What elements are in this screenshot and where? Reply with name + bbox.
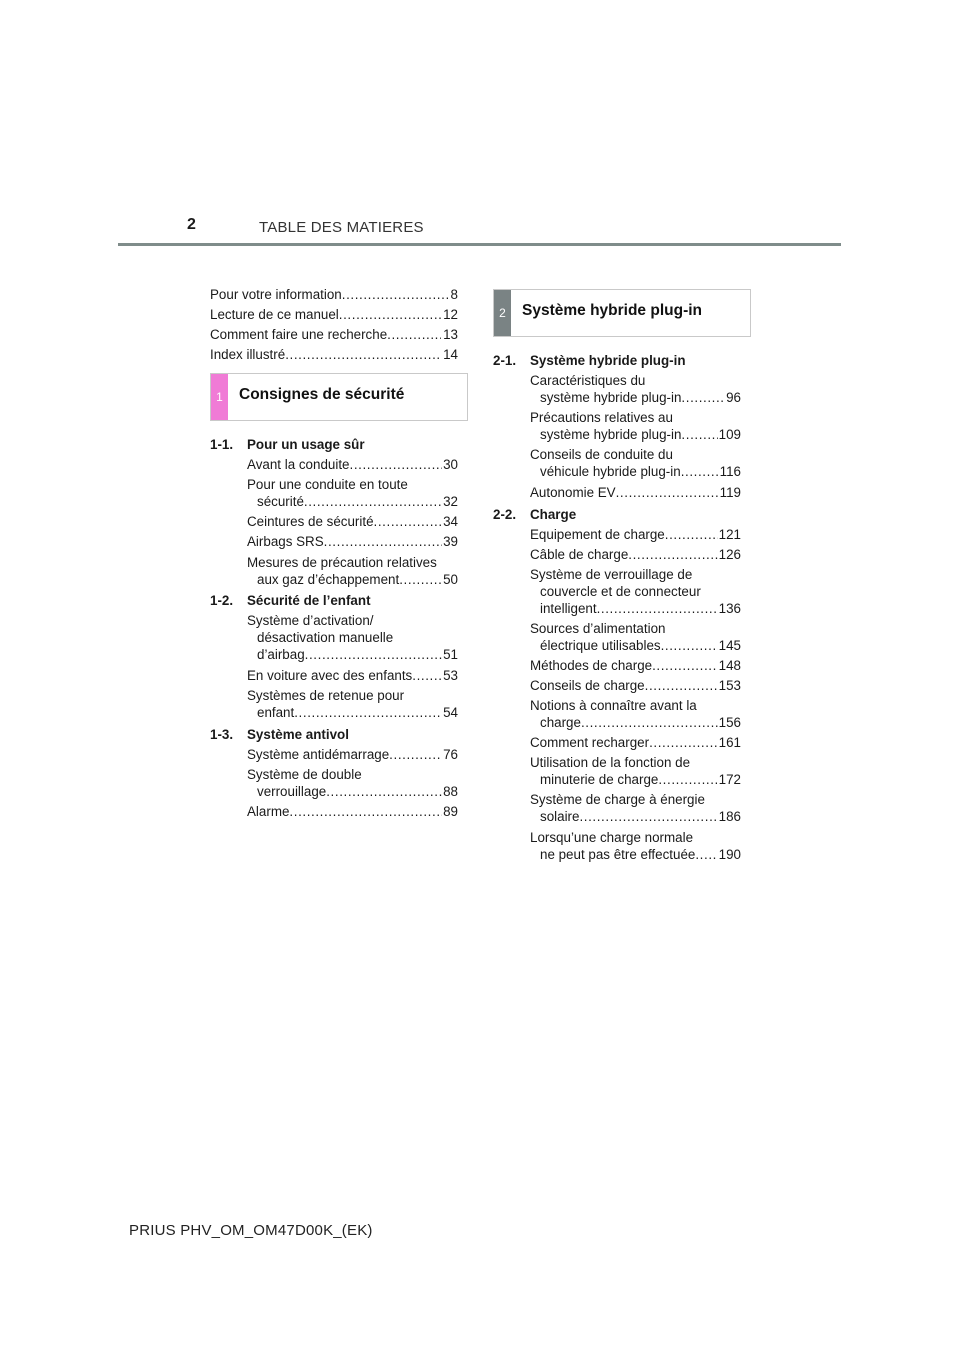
chapter-1-header[interactable] <box>210 373 468 421</box>
toc-entry[interactable]: Mesures de précaution relatives aux gaz d’échappement ..... 50 <box>247 555 458 589</box>
toc-entry[interactable]: Sources d’alimentation électrique utilisables ..... 145 <box>530 621 741 655</box>
section-title: Sécurité de l’enfant <box>247 593 371 608</box>
toc-entry[interactable]: Précautions relatives au système hybride plug-in ..... 109 <box>530 410 741 444</box>
section-title: Pour un usage sûr <box>247 437 365 452</box>
page-number: 2 <box>187 216 196 233</box>
toc-entry[interactable]: Pour une conduite en toute sécurité ..... 32 <box>247 477 458 511</box>
toc-entry[interactable]: Système d’activation/ désactivation manuelle d’airbag ..... 51 <box>247 613 458 663</box>
toc-entry[interactable]: Equipement de charge ..... 121 <box>530 527 741 544</box>
toc-entry[interactable]: Ceintures de sécurité ..... 34 <box>247 514 458 531</box>
toc-entry[interactable]: Systèmes de retenue pour enfant ..... 54 <box>247 688 458 722</box>
toc-entry[interactable]: Notions à connaître avant la charge ..... 156 <box>530 698 741 732</box>
toc-entry[interactable]: Méthodes de charge ..... 148 <box>530 658 741 675</box>
section-title: Système antivol <box>247 727 349 742</box>
toc-intro-item[interactable]: Comment faire une recherche ..... 13 <box>210 327 458 344</box>
section-title: Système hybride plug-in <box>530 353 686 368</box>
toc-entry[interactable]: Conseils de conduite du véhicule hybride plug-in ..... 116 <box>530 447 741 481</box>
chapter-2-header[interactable] <box>493 289 751 337</box>
header-divider <box>118 243 841 246</box>
section-number: 2-2. <box>493 507 517 522</box>
toc-entry[interactable]: Conseils de charge ..... 153 <box>530 678 741 695</box>
section-number: 1-3. <box>210 727 234 742</box>
toc-intro-item[interactable]: Lecture de ce manuel ..... 12 <box>210 307 458 324</box>
toc-entry[interactable]: Avant la conduite ..... 30 <box>247 457 458 474</box>
toc-entry[interactable]: En voiture avec des enfants ..... 53 <box>247 668 458 685</box>
toc-entry[interactable]: Système de verrouillage de couvercle et de connecteur intelligent ..... 136 <box>530 567 741 617</box>
toc-entry[interactable]: Système antidémarrage ..... 76 <box>247 747 458 764</box>
chapter-title: Système hybride plug-in <box>522 302 703 319</box>
section-number: 1-2. <box>210 593 234 608</box>
toc-entry[interactable]: Système de charge à énergie solaire ..... 186 <box>530 792 741 826</box>
toc-entry[interactable]: Airbags SRS ..... 39 <box>247 534 458 551</box>
footer-document-id: PRIUS PHV_OM_OM47D00K_(EK) <box>129 1222 373 1239</box>
toc-entry[interactable]: Comment recharger ..... 161 <box>530 735 741 752</box>
toc-entry[interactable]: Câble de charge ..... 126 <box>530 547 741 564</box>
chapter-title: Consignes de sécurité <box>239 386 405 403</box>
section-title: Charge <box>530 507 577 522</box>
page-header <box>0 0 960 260</box>
section-number: 2-1. <box>493 353 517 368</box>
toc-entry[interactable]: Alarme ..... 89 <box>247 804 458 821</box>
chapter-number-tab: 1 <box>211 374 228 420</box>
toc-entry[interactable]: Système de double verrouillage ..... 88 <box>247 767 458 801</box>
toc-intro-item[interactable]: Index illustré ..... 14 <box>210 347 458 364</box>
header-title: TABLE DES MATIERES <box>259 219 424 236</box>
toc-entry[interactable]: Utilisation de la fonction de minuterie de charge ..... 172 <box>530 755 741 789</box>
section-number: 1-1. <box>210 437 234 452</box>
chapter-number-tab: 2 <box>494 290 511 336</box>
toc-intro-item[interactable]: Pour votre information ..... 8 <box>210 287 458 304</box>
toc-entry[interactable]: Caractéristiques du système hybride plug-in ..... 96 <box>530 373 741 407</box>
toc-entry[interactable]: Autonomie EV ..... 119 <box>530 485 741 502</box>
toc-entry[interactable]: Lorsqu’une charge normale ne peut pas être effectuée ..... 190 <box>530 830 741 864</box>
